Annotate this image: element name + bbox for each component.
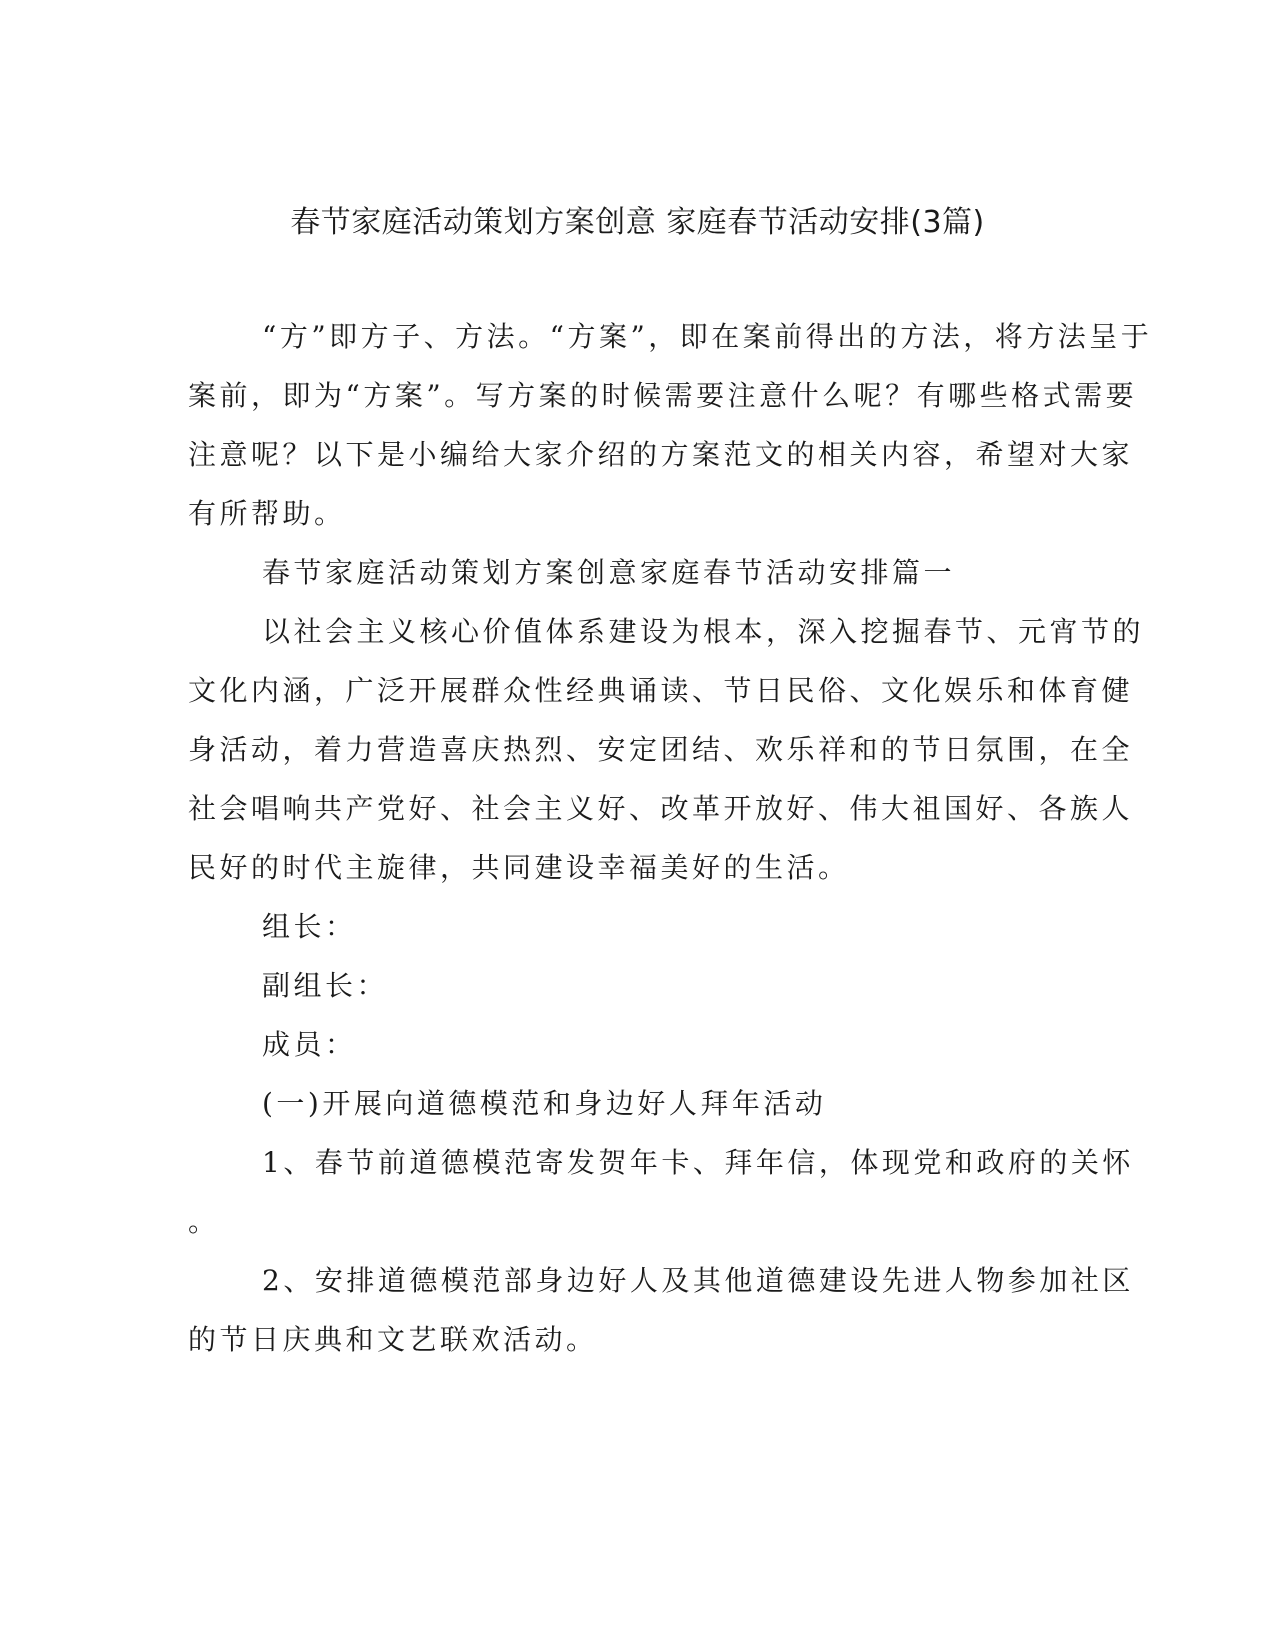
section-heading: 春节家庭活动策划方案创意家庭春节活动安排篇一 [262, 556, 956, 589]
document-title: 春节家庭活动策划方案创意 家庭春节活动安排(3篇) [290, 205, 985, 240]
item-1-line-2: 。 [188, 1205, 220, 1238]
role-leader: 组长： [262, 910, 357, 943]
purpose-line-3: 身活动，着力营造喜庆热烈、安定团结、欢乐祥和的节日氛围，在全 [188, 733, 1134, 766]
item-2-line-2: 的节日庆典和文艺联欢活动。 [188, 1323, 598, 1356]
intro-line-1: “方”即方子、方法。“方案”，即在案前得出的方法，将方法呈于 [262, 320, 1153, 353]
item-1-line-1: 1、春节前道德模范寄发贺年卡、拜年信，体现党和政府的关怀 [262, 1146, 1134, 1179]
intro-line-3: 注意呢？以下是小编给大家介绍的方案范文的相关内容，希望对大家 [188, 438, 1134, 471]
activity-heading: (一)开展向道德模范和身边好人拜年活动 [262, 1087, 827, 1120]
intro-line-2: 案前，即为“方案”。写方案的时候需要注意什么呢？有哪些格式需要 [188, 379, 1138, 412]
purpose-line-2: 文化内涵，广泛开展群众性经典诵读、节日民俗、文化娱乐和体育健 [188, 674, 1134, 707]
item-2-line-1: 2、安排道德模范部身边好人及其他道德建设先进人物参加社区 [262, 1264, 1134, 1297]
intro-line-4: 有所帮助。 [188, 497, 346, 530]
role-members: 成员： [262, 1028, 357, 1061]
purpose-line-5: 民好的时代主旋律，共同建设幸福美好的生活。 [188, 851, 850, 884]
role-deputy: 副组长： [262, 969, 389, 1002]
purpose-line-4: 社会唱响共产党好、社会主义好、改革开放好、伟大祖国好、各族人 [188, 792, 1134, 825]
purpose-line-1: 以社会主义核心价值体系建设为根本，深入挖掘春节、元宵节的 [262, 615, 1145, 648]
